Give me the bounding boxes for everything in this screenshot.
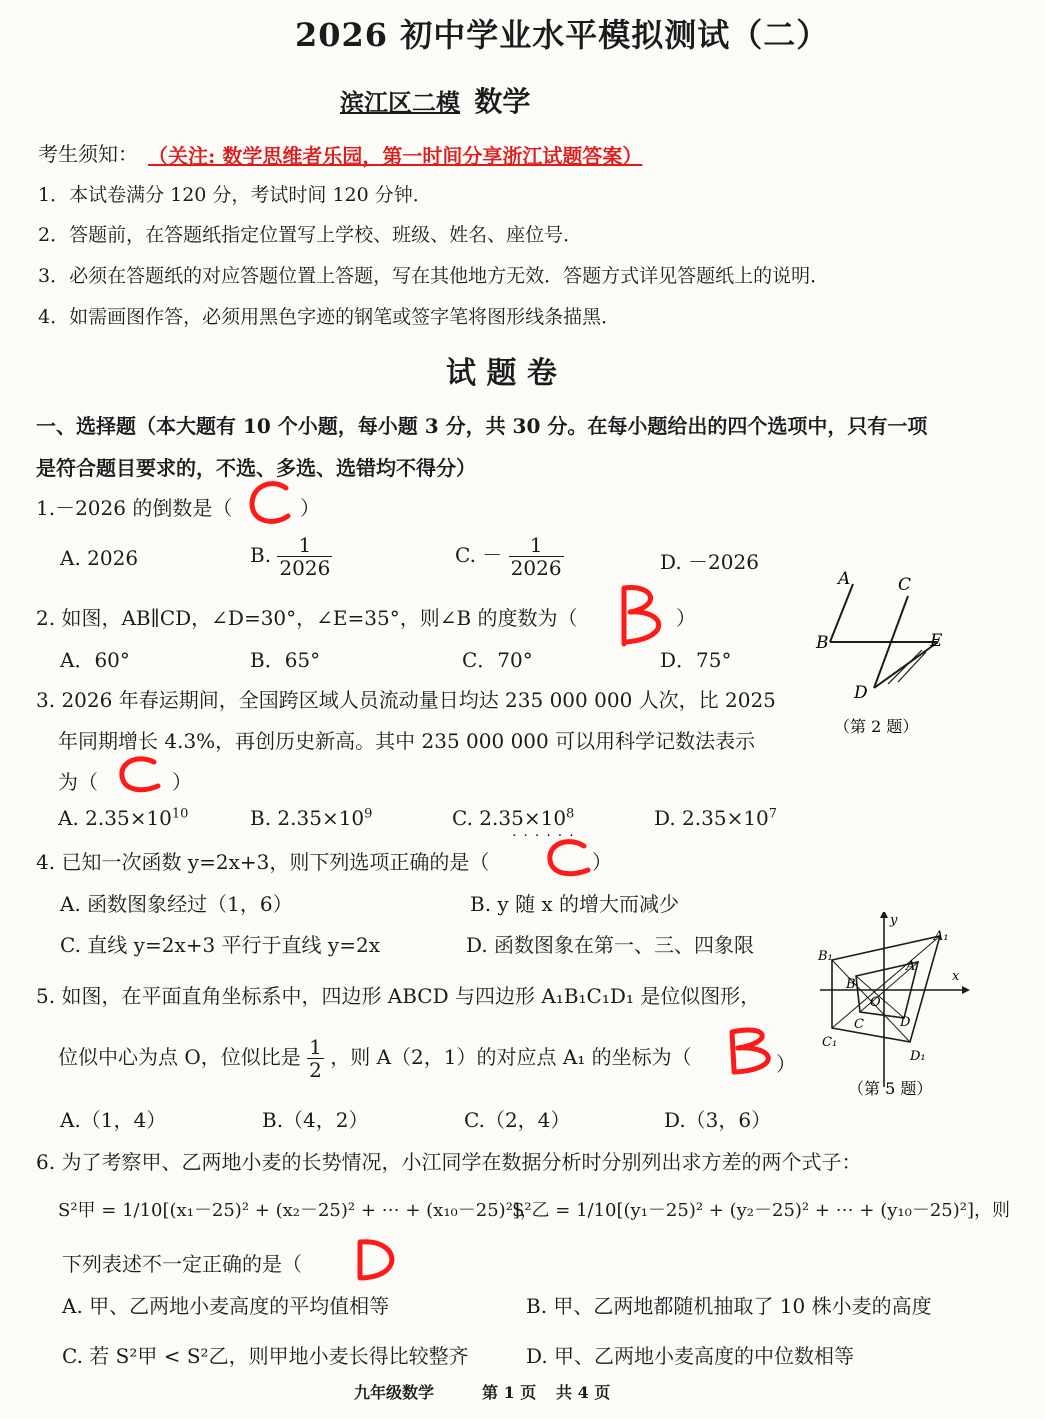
- subject-name: 数学: [474, 85, 531, 118]
- label-c1: C₁: [822, 1035, 838, 1050]
- q4-option-a: A. 函数图象经过（1，6）: [60, 892, 293, 916]
- q6-handwritten-answer: [350, 1236, 406, 1284]
- q6-line-3: 下列表述不一定正确的是（: [62, 1252, 302, 1276]
- q5-figure: [812, 912, 972, 1104]
- q6-formula-1: S²甲 = 1/10[(x₁－25)² + (x₂－25)² + ⋯ + (x₁₀－25)²]，: [58, 1200, 538, 1221]
- q5-option-b: B.（4，2）: [262, 1108, 369, 1132]
- label-d1: D₁: [910, 1049, 926, 1064]
- q3-line-2: 年同期增长 4.3%，再创历史新高。其中 235 000 000 可以用科学记数法表示: [58, 729, 756, 753]
- district-name: 滨江区二模: [340, 88, 460, 117]
- label-a1: A₁: [934, 929, 949, 944]
- q2-option-c: C．70°: [462, 648, 533, 672]
- label-b1: B₁: [818, 949, 833, 964]
- q3-option-d: D. $2.35\times 10^7$: [654, 806, 778, 830]
- notice-item-3: 3．必须在答题纸的对应答题位置上答题，写在其他地方无效．答题方式详见答题纸上的说明．: [38, 265, 830, 287]
- q6-option-a: A. 甲、乙两地小麦高度的平均值相等: [62, 1294, 390, 1318]
- q2-option-b: B．65°: [250, 648, 321, 672]
- q2-option-d: D．75°: [660, 648, 732, 672]
- q3-line-1: 3. 2026 年春运期间，全国跨区域人员流动量日均达 235 000 000 人次，比 2025: [36, 688, 776, 712]
- label-b: B: [816, 633, 829, 653]
- q2-stem: 2. 如图，AB∥CD，∠D=30°，∠E=35°，则∠B 的度数为（: [36, 606, 578, 630]
- q2-figure: [808, 566, 958, 746]
- exam-subtitle: [340, 80, 530, 120]
- label-a: A: [906, 959, 916, 974]
- q1-option-a: A. 2026: [60, 546, 139, 570]
- section-title: 试 题 卷: [446, 356, 557, 391]
- notice-item-2: 2．答题前，在答题纸指定位置写上学校、班级、姓名、座位号．: [38, 224, 583, 246]
- q1-stem: 1.－2026 的倒数是（: [36, 496, 233, 520]
- line-de: [874, 642, 938, 688]
- promo-text: （关注: 数学思维者乐园，第一时间分享浙江试题答案）: [148, 144, 643, 168]
- q4-option-b: B. y 随 x 的增大而减少: [470, 892, 680, 916]
- q5-close: ）: [776, 1052, 796, 1076]
- label-b: B: [846, 977, 856, 992]
- label-a: A: [838, 569, 851, 589]
- label-c: C: [898, 575, 912, 595]
- exam-title: 2026 初中学业水平模拟测试（二）: [295, 16, 830, 54]
- emphasis-dots: ······: [512, 828, 581, 844]
- q4-stem: 4. 已知一次函数 y=2x+3，则下列选项正确的是（: [36, 850, 490, 874]
- label-c: C: [854, 1017, 864, 1032]
- q5-line-1: 5. 如图，在平面直角坐标系中，四边形 ABCD 与四边形 A₁B₁C₁D₁ 是位似图形，: [36, 984, 761, 1008]
- notice-label: 考生须知：: [38, 142, 138, 166]
- label-d: D: [900, 1015, 911, 1030]
- q5-handwritten-answer: [720, 1024, 786, 1078]
- q1-option-c: C. － $\frac{1}{2026}$: [455, 533, 562, 580]
- footer-grade: 九年级数学: [354, 1383, 435, 1402]
- q2-option-a: A．60°: [60, 648, 130, 672]
- q1-close: ）: [300, 496, 320, 520]
- notice-item-4: 4．如需画图作答，必须用黑色字迹的钢笔或签字笔将图形线条描黑．: [38, 306, 621, 328]
- q3-close: ）: [172, 770, 192, 794]
- label-e: E: [930, 631, 943, 651]
- q2-close: ）: [676, 606, 696, 630]
- q5-caption: （第 5 题）: [848, 1079, 933, 1098]
- q1-option-b: B. $\frac{1}{2026}$: [250, 533, 331, 580]
- q6-option-b: B. 甲、乙两地都随机抽取了 10 株小麦的高度: [526, 1294, 932, 1318]
- line-ab: [830, 584, 853, 642]
- label-x: x: [952, 969, 960, 984]
- q2-handwritten-answer: [610, 580, 680, 652]
- label-o: O: [870, 995, 881, 1010]
- q3-option-a: A. $2.35\times 10^{10}$: [58, 806, 189, 830]
- q6-option-c: C. 若 S²甲 < S²乙，则甲地小麦长得比较整齐: [62, 1344, 469, 1368]
- part1-heading-2: 是符合题目要求的，不选、多选、选错均不得分）: [36, 456, 476, 480]
- q4-close: ）: [592, 850, 612, 874]
- q4-option-c: C. 直线 y=2x+3 平行于直线 y=2x: [60, 933, 380, 957]
- q3-option-c: C. $2.35\times 10^8$: [452, 806, 575, 830]
- notice-item-1: 1．本试卷满分 120 分，考试时间 120 分钟．: [38, 184, 432, 206]
- q3-line-3: 为（: [58, 770, 98, 794]
- q2-caption: （第 2 题）: [834, 717, 919, 736]
- q4-option-d: D. 函数图象在第一、三、四象限: [466, 933, 755, 957]
- label-d: D: [854, 683, 868, 703]
- label-y: y: [890, 913, 898, 928]
- q4-handwritten-answer: [542, 836, 596, 882]
- q5-option-a: A.（1，4）: [60, 1108, 167, 1132]
- q3-handwritten-answer: [114, 754, 166, 798]
- q3-option-b: B. $2.35\times 10^9$: [250, 806, 373, 830]
- q5-option-c: C.（2，4）: [464, 1108, 571, 1132]
- q5-line-2: 位似中心为点 O，位似比是 $\frac{1}{2}$ ，则 A（2，1）的对应点 A₁ 的坐标为（: [58, 1035, 692, 1082]
- q6-formula-2: S²乙 = 1/10[(y₁－25)² + (y₂－25)² + ⋯ + (y₁₀－25)²]，则: [512, 1200, 1010, 1221]
- footer-page: 第 1 页: [482, 1383, 537, 1402]
- part1-heading-1: 一、选择题（本大题有 10 个小题，每小题 3 分，共 30 分。在每小题给出的四个选项中，只有一项: [36, 414, 928, 438]
- q1-handwritten-answer: [244, 476, 300, 532]
- q6-line-1: 6. 为了考察甲、乙两地小麦的长势情况，小江同学在数据分析时分别列出求方差的两个式子：: [36, 1150, 862, 1174]
- footer-total: 共 4 页: [556, 1383, 611, 1402]
- q6-option-d: D. 甲、乙两地小麦高度的中位数相等: [526, 1344, 855, 1368]
- q5-option-d: D.（3，6）: [664, 1108, 772, 1132]
- q1-option-d: D. －2026: [660, 550, 759, 574]
